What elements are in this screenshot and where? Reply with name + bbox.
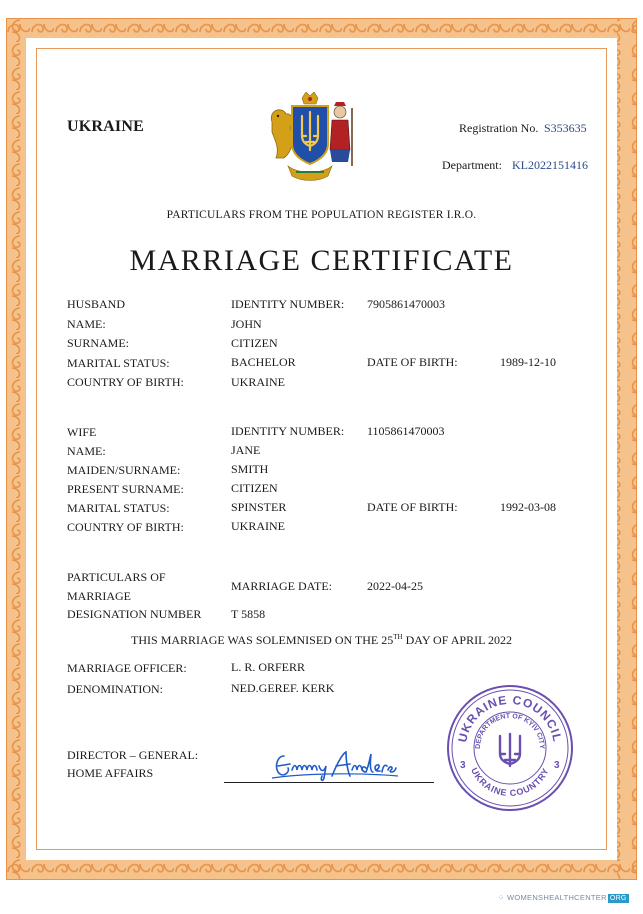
footer-tld: ORG [609, 895, 627, 902]
marriage-date: 2022-04-25 [367, 579, 423, 593]
trident-icon [500, 734, 520, 766]
footer-dots-icon: ⁘ [498, 893, 507, 902]
marriage-officer-name: L. R. ORFERR [231, 660, 306, 674]
wife-name-label: NAME: [67, 444, 106, 458]
stamp-inner-text: DEPARTMENT OF KYIV CITY [474, 712, 546, 750]
footer-watermark [498, 893, 629, 902]
husband-identity-label: IDENTITY NUMBER: [231, 297, 345, 311]
wife-marital-status: SPINSTER [231, 500, 287, 514]
particulars-heading: PARTICULARS FROM THE POPULATION REGISTER I.R.O. [166, 209, 477, 221]
stamp-right-number: 3 [554, 760, 560, 771]
solemnised-statement [0, 633, 643, 648]
wife-dob-label: DATE OF BIRTH: [367, 500, 458, 514]
husband-dob-label: DATE OF BIRTH: [367, 355, 458, 369]
designation-label: DESIGNATION NUMBER [67, 607, 202, 621]
wife-maiden-surname: SMITH [231, 462, 269, 476]
denomination-label: DENOMINATION: [67, 682, 163, 696]
director-title-line1: DIRECTOR – GENERAL: [67, 748, 199, 762]
director-title-line2: HOME AFFAIRS [67, 766, 154, 780]
wife-country: UKRAINE [231, 519, 285, 533]
wife-maiden-label: MAIDEN/SURNAME: [67, 463, 181, 477]
wife-country-label: COUNTRY OF BIRTH: [67, 520, 184, 534]
husband-dob: 1989-12-10 [500, 355, 556, 369]
department-code: KL2022151416 [512, 158, 588, 172]
signature-line [224, 782, 434, 783]
husband-surname: CITIZEN [231, 336, 278, 350]
husband-name-label: NAME: [67, 317, 106, 331]
marriage-particulars-line2: MARRIAGE [67, 589, 132, 603]
wife-present-surname: CITIZEN [231, 481, 278, 495]
solemnised-ordinal-suffix: TH [393, 633, 403, 641]
country-name: UKRAINE [67, 118, 144, 135]
registration-number: S353635 [544, 121, 587, 135]
stamp-top-text: UKRAINE COUNCIL [455, 692, 565, 744]
registration-label: Registration No. [459, 121, 539, 135]
coat-of-arms-icon [262, 92, 358, 184]
designation-number: T 5858 [231, 607, 266, 621]
solemnised-text-before: THIS MARRIAGE WAS SOLEMNISED ON THE 25 [131, 633, 394, 647]
certificate-title: MARRIAGE CERTIFICATE [129, 244, 514, 277]
svg-text:UKRAINE COUNTRY [469, 766, 551, 798]
marriage-officer-label: MARRIAGE OFFICER: [67, 661, 187, 675]
wife-marital-status-label: MARITAL STATUS: [67, 501, 170, 515]
wife-present-surname-label: PRESENT SURNAME: [67, 482, 184, 496]
wife-identity-number: 1105861470003 [367, 424, 445, 438]
husband-marital-status-label: MARITAL STATUS: [67, 356, 170, 370]
husband-identity-number: 7905861470003 [367, 297, 445, 311]
denomination: NED.GEREF. KERK [231, 681, 335, 695]
wife-identity-label: IDENTITY NUMBER: [231, 424, 345, 438]
wife-heading: WIFE [67, 425, 97, 439]
husband-name: JOHN [231, 317, 262, 331]
wife-dob: 1992-03-08 [500, 500, 556, 514]
solemnised-text-after: DAY OF APRIL 2022 [402, 633, 512, 647]
marriage-date-label: MARRIAGE DATE: [231, 579, 332, 593]
signature-image [270, 748, 400, 784]
husband-marital-status: BACHELOR [231, 355, 296, 369]
husband-country: UKRAINE [231, 375, 285, 389]
official-stamp [446, 684, 574, 812]
husband-surname-label: SURNAME: [67, 336, 130, 350]
husband-heading: HUSBAND [67, 297, 126, 311]
wife-name: JANE [231, 443, 261, 457]
footer-site: WOMENSHEALTHCENTER [506, 893, 607, 902]
marriage-particulars-line1: PARTICULARS OF [67, 570, 166, 584]
department-label: Department: [442, 158, 502, 172]
stamp-bottom-text: UKRAINE COUNTRY [469, 766, 551, 799]
stamp-left-number: 3 [460, 760, 466, 771]
husband-country-label: COUNTRY OF BIRTH: [67, 375, 184, 389]
